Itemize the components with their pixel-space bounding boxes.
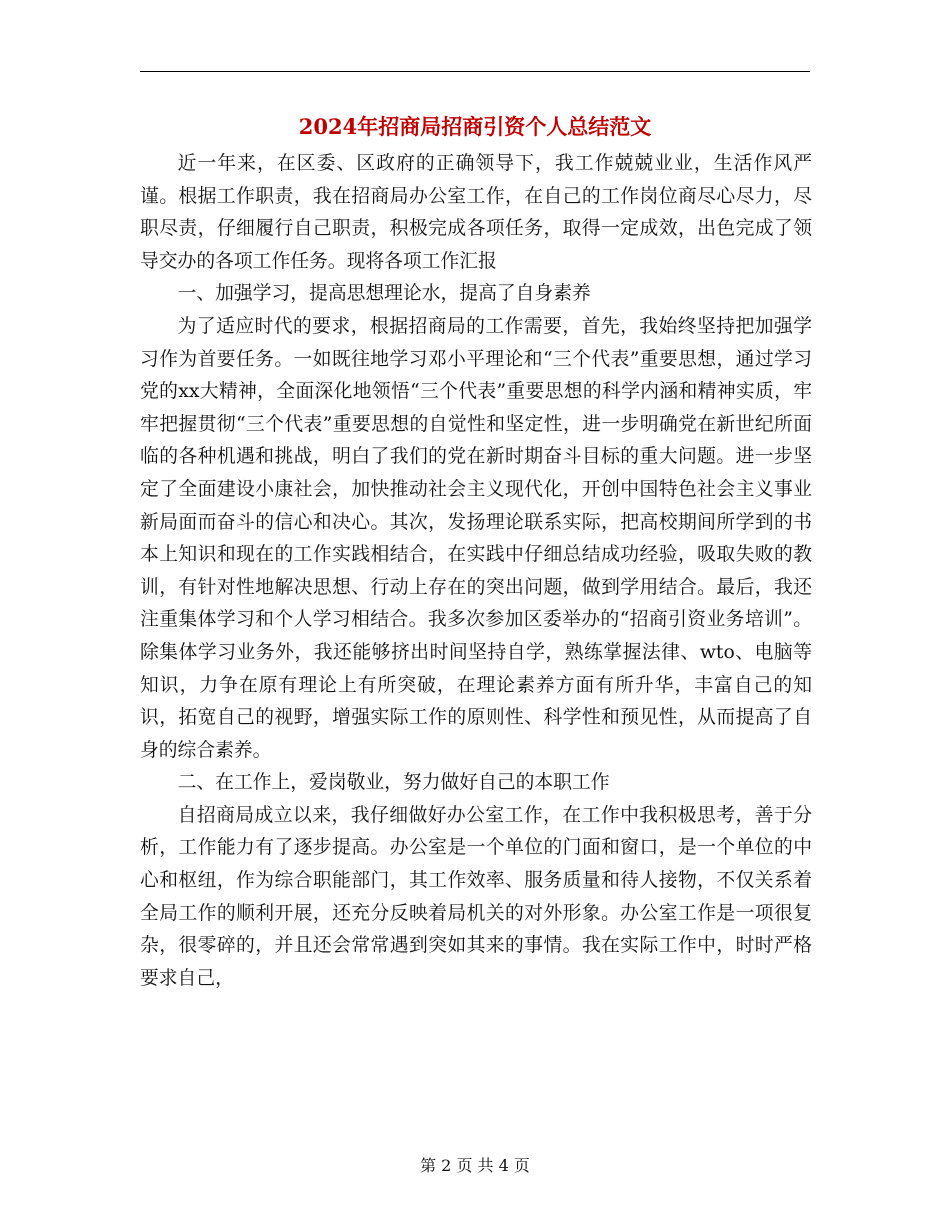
- section-heading-1: 一、加强学习，提高思想理论水，提高了自身素养: [177, 283, 591, 305]
- paragraph-intro: 近一年来，在区委、区政府的正确领导下，我工作兢兢业业，生活作风严谨。根据工作职责，我在招商局办公室工作，在自己的工作岗位商尽心尽力，尽职尽责，仔细履行自己职责，积极完成各项任务，取得一定成效，出色完成了领导交办的各项工作任务。现将各项工作汇报: [140, 153, 812, 272]
- section-heading-2: 二、在工作上，爱岗敬业，努力做好自己的本职工作: [177, 772, 610, 794]
- header-rule: [140, 71, 810, 72]
- page-number-footer: 第 2 页 共 4 页: [420, 1156, 530, 1175]
- document-title: 2024年招商局招商引资个人总结范文: [298, 114, 652, 139]
- document-body: [140, 148, 812, 995]
- paragraph-work: 自招商局成立以来，我仔细做好办公室工作，在工作中我积极思考，善于分析，工作能力有了逐步提高。办公室是一个单位的门面和窗口，是一个单位的中心和枢纽，作为综合职能部门，其工作效率、服务质量和待人接物，不仅关系着全局工作的顺利开展，还充分反映着局机关的对外形象。办公室工作是一项很复杂，很零碎的，并且还会常常遇到突如其来的事情。我在实际工作中，时时严格要求自己，: [140, 804, 812, 989]
- paragraph-study: 为了适应时代的要求，根据招商局的工作需要，首先，我始终坚持把加强学习作为首要任务。一如既往地学习邓小平理论和“三个代表”重要思想，通过学习党的xx大精神，全面深化地领悟“三个代表”重要思想的科学内涵和精神实质，牢牢把握贯彻“三个代表”重要思想的自觉性和坚定性，进一步明确党在新世纪所面临的各种机遇和挑战，明白了我们的党在新时期奋斗目标的重大问题。进一步坚定了全面建设小康社会，加快推动社会主义现代化，开创中国特色社会主义事业新局面而奋斗的信心和决心。其次，发扬理论联系实际，把高校期间所学到的书本上知识和现在的工作实践相结合，在实践中仔细总结成功经验，吸取失败的教训，有针对性地解决思想、行动上存在的突出问题，做到学用结合。最后，我还注重集体学习和个人学习相结合。我多次参加区委举办的“招商引资业务培训”。除集体学习业务外，我还能够挤出时间坚持自学，熟练掌握法律、wto、电脑等知识，力争在原有理论上有所突破，在理论素养方面有所升华，丰富自己的知识，拓宽自己的视野，增强实际工作的原则性、科学性和预见性，从而提高了自身的综合素养。: [140, 315, 812, 761]
